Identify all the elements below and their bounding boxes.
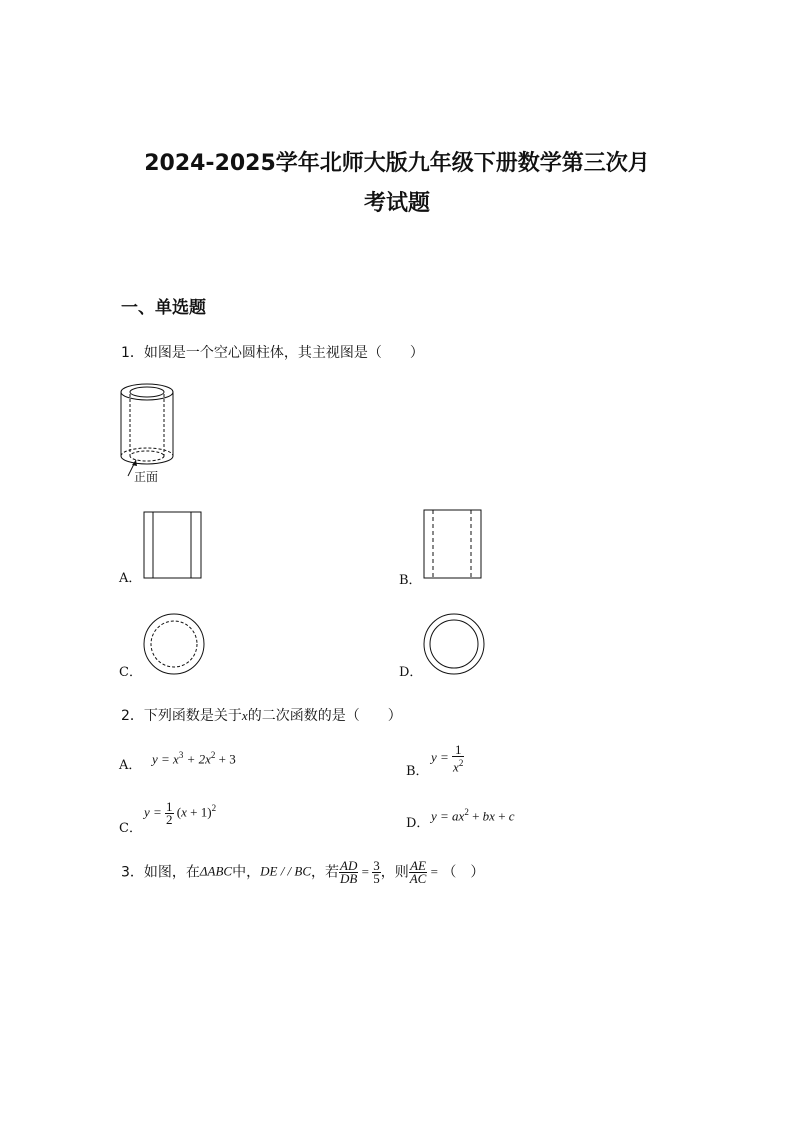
q1-option-c-label[interactable]: C． <box>119 665 142 680</box>
question-3-text: 3．如图，在ΔABC中，DE / / BC，若 $\frac{AD}{DB}$ = $\frac{3}{5}$ ，则 $\frac{AE}{AC}$ = （ ） <box>121 858 485 886</box>
q1-option-d-figure[interactable] <box>422 612 486 676</box>
q1-option-c-figure[interactable] <box>142 612 206 676</box>
q1-option-a-figure[interactable] <box>143 511 203 581</box>
q2-option-d-formula[interactable]: $y = ax^2$ + bx + c <box>431 807 515 824</box>
front-view-label: 正面 <box>134 470 159 484</box>
q1-option-a-label[interactable]: A． <box>119 571 142 586</box>
q3-asked-ratio: $\frac{AE}{AC}$ = <box>409 858 438 886</box>
q3-triangle: ΔABC <box>199 863 233 879</box>
q3-parallel: DE / / BC <box>260 863 312 879</box>
q2-option-a-formula[interactable]: $y = x^3 + 2x^2 + 3$ <box>152 750 236 767</box>
section-heading-single-choice: 一、单选题 <box>121 298 206 318</box>
q1-option-d-label[interactable]: D． <box>399 665 423 680</box>
q3-given-ratio: $\frac{AD}{DB}$ = $\frac{3}{5}$ <box>340 858 380 886</box>
q2-option-b-formula[interactable]: y = $\frac{1}{x^2}$ <box>431 742 464 775</box>
q2-option-c-formula[interactable]: y = $\frac{1}{2}$ $(x + 1)^2$ <box>144 799 217 827</box>
q2-option-b-label[interactable]: B． <box>406 764 429 779</box>
q1-option-b-figure[interactable] <box>423 509 483 581</box>
q1-option-b-label[interactable]: B． <box>399 573 422 588</box>
question-2-text: 2．下列函数是关于x的二次函数的是（ ） <box>121 708 402 724</box>
hollow-cylinder-figure <box>112 380 182 486</box>
q2-option-c-label[interactable]: C． <box>119 821 142 836</box>
question-1-text: 1．如图是一个空心圆柱体，其主视图是（ ） <box>121 345 424 361</box>
q2-variable-x: x <box>241 708 248 723</box>
q2-option-a-label[interactable]: A． <box>119 758 142 773</box>
q2-option-d-label[interactable]: D． <box>406 816 430 831</box>
document-title-line-1: 2024-2025学年北师大版九年级下册数学第三次月 <box>144 151 650 176</box>
document-title-line-2: 考试题 <box>363 191 430 216</box>
